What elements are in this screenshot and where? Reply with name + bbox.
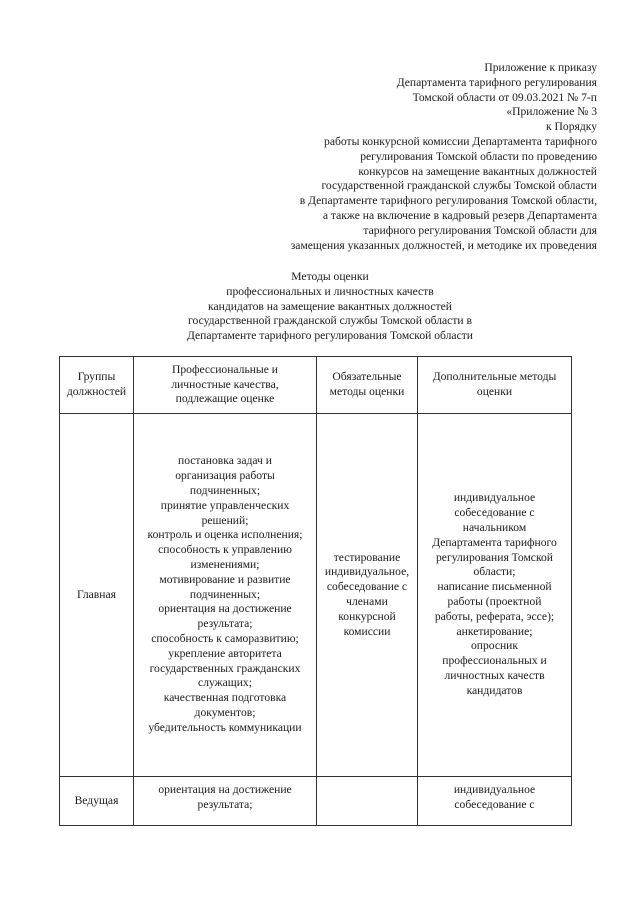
appendix-line: Томской области от 09.03.2021 № 7-п	[412, 90, 597, 104]
title-line: государственной гражданской службы Томской области в	[188, 314, 472, 328]
appendix-line: конкурсов на замещение вакантных должностей	[358, 164, 597, 178]
title-line: Департаменте тарифного регулирования Томской области	[186, 329, 473, 343]
header-mandatory: Обязательные методы оценки	[317, 357, 418, 414]
header-qualities: Профессиональные и личностные качества, подлежащие оценке	[134, 357, 317, 414]
appendix-line: работы конкурсной комиссии Департамента тарифного	[324, 134, 597, 148]
cell-qualities: ориентация на достижение результата;	[134, 777, 317, 826]
cell-mandatory: тестирование индивидуальное, собеседование с членами конкурсной комиссии	[317, 414, 418, 777]
title-line: профессиональных и личностных качеств	[226, 284, 434, 298]
appendix-line: а также на включение в кадровый резерв Департамента	[322, 208, 597, 222]
methods-table	[59, 356, 572, 826]
cell-group: Главная	[60, 414, 134, 777]
appendix-line: тарифного регулирования Томской области для	[363, 223, 597, 237]
header-groups: Группы должностей	[60, 357, 134, 414]
table-row	[60, 777, 572, 826]
appendix-line: замещения указанных должностей, и методике их проведения	[290, 238, 597, 252]
cell-mandatory	[317, 777, 418, 826]
appendix-line: Приложение к приказу	[484, 61, 597, 74]
appendix-line: государственной гражданской службы Томской области	[321, 179, 597, 193]
appendix-line: «Приложение № 3	[506, 105, 597, 119]
cell-additional: индивидуальное собеседование с начальником Департамента тарифного регулирования Томской области; написание письменной работы (проектной работы, реферата, эссе); анкетирование; опросник профессиональных и личностных качеств кандидатов	[418, 414, 572, 777]
document-title	[60, 270, 600, 344]
appendix-line: к Порядку	[546, 120, 597, 134]
cell-qualities: постановка задач и организация работы подчиненных; принятие управленческих решений; контроль и оценка исполнения; способность к управлению изменениями; мотивирование и развитие подчиненных; ориентация на достижение результата; способность к саморазвитию; укрепление авторитета государственных гражданских служащих; качественная подготовка документов; убедительность коммуникации	[134, 414, 317, 777]
appendix-header	[137, 61, 597, 253]
appendix-line: регулирования Томской области по проведению	[360, 149, 597, 163]
table-header-row	[60, 357, 572, 414]
title-line: кандидатов на замещение вакантных должностей	[208, 299, 452, 313]
appendix-line: Департамента тарифного регулирования	[396, 75, 597, 89]
table-row	[60, 414, 572, 777]
title-line: Методы оценки	[291, 270, 369, 283]
cell-additional: индивидуальное собеседование с	[418, 777, 572, 826]
cell-group: Ведущая	[60, 777, 134, 826]
header-additional: Дополнительные методы оценки	[418, 357, 572, 414]
appendix-line: в Департаменте тарифного регулирования Томской области,	[299, 194, 597, 208]
